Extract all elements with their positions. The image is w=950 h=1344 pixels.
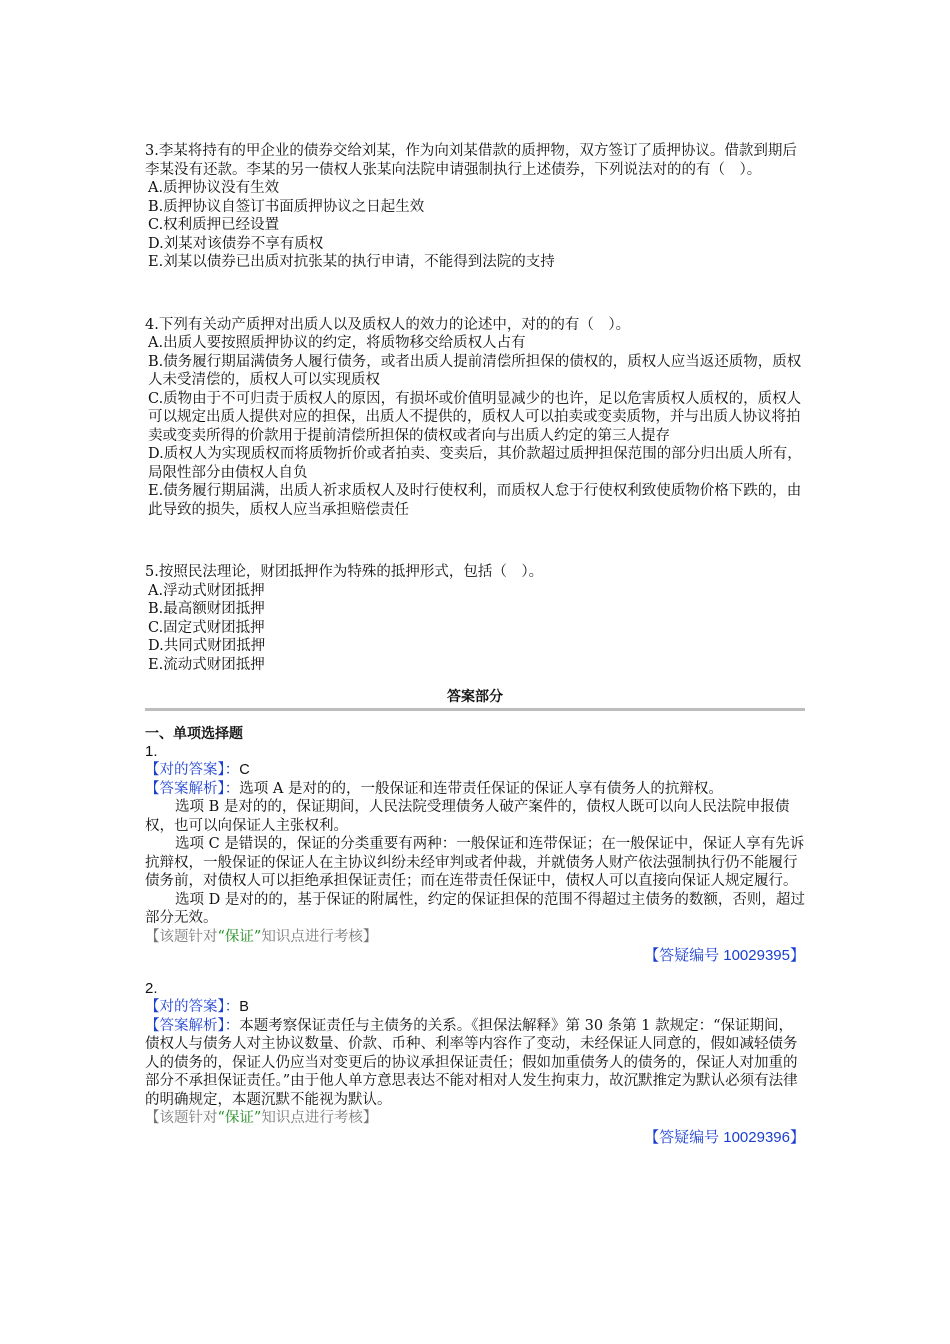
option-d: D.刘某对该债券不享有质权 [148,235,324,252]
correct-answer [145,998,805,1017]
knowledge-point-note [145,1109,805,1128]
analysis-text: 本题考察保证责任与主债务的关系。《担保法解释》第 30 条第 1 款规定：“保证期间，债权人与债务人对主协议数量、价款、币种、利率等内容作了变动，未经保证人同意的，假如减轻债务人的债务的，保证人仍应当对变更后的协议承担保证责任；假如加重债务人的债务的，保证人对加重的部分不承担保证责任。”由于他人单方意思表达不能对相对人发生拘束力，故沉默推定为默认必须有法律的明确规定，本题沉默不能视为默认。 [145,1017,798,1108]
question-stem: 3.李某将持有的甲企业的债券交给刘某，作为向刘某借款的质押物，双方签订了质押协议。借款到期后李某没有还款。李某的另一债权人张某向法院申请强制执行上述债券，下列说法对的的有（ ）。 [145,143,797,178]
option-b: B.最高额财团抵押 [148,601,265,617]
option-c: C.质物由于不可归责于质权人的原因，有损坏或价值明显减少的也许，足以危害质权人质权的，质权人可以规定出质人提供对应的担保，出质人不提供的，质权人可以拍卖或变卖质物，并与出质人协议将拍卖或变卖所得的价款用于提前清偿所担保的债权或者向与出质人约定的第三人提存 [148,390,802,444]
option-b: B.质押协议自签订书面质押协议之日起生效 [148,198,425,215]
section-heading: 一、单项选择题 [145,726,243,742]
option-e: E.流动式财团抵押 [148,656,265,673]
answers-title: 答案部分 [447,689,503,705]
correct-answer-value: C [239,762,250,778]
analysis-paragraph: 选项 C 是错误的，保证的分类重要有两种：一般保证和连带保证；在一般保证中，保证人享有先诉抗辩权，一般保证的保证人在主协议纠纷未经审判或者仲裁，并就债务人财产依法强制执行仍不能履行债务前，对债权人可以拒绝承担保证责任；而在连带责任保证中，债权人可以直接向保证人规定履行。 [145,836,805,889]
question-reference-id: 【答疑编号 10029395】 [644,947,805,964]
option-b: B.债务履行期届满债务人履行债务，或者出质人提前清偿所担保的债权的，质权人应当返还质物，质权人未受清偿的，质权人可以实现质权 [148,353,802,388]
option-c: C.权利质押已经设置 [148,217,280,233]
note-keyword: “保证” [217,1110,262,1126]
question-3 [145,142,805,272]
correct-answer-value: B [239,999,249,1015]
analysis-text: 选项 A 是对的的，一般保证和连带责任保证的保证人享有债务人的抗辩权。 [239,780,723,797]
option-a: A.出质人要按照质押协议的约定，将质物移交给质权人占有 [148,335,526,351]
correct-answer [145,761,805,780]
section-divider [145,708,805,711]
answer-analysis [145,780,805,799]
analysis-paragraph: 选项 D 是对的的，基于保证的附属性，约定的保证担保的范围不得超过主债务的数额，否则，超过部分无效。 [145,891,805,926]
note-prefix: 【该题针对 [145,928,218,945]
answer-item-2 [145,980,805,1148]
knowledge-point-note [145,928,805,947]
note-suffix: 知识点进行考核】 [261,1110,378,1126]
option-c: C.固定式财团抵押 [148,619,265,636]
question-reference-id: 【答疑编号 10029396】 [644,1128,805,1146]
question-5 [145,563,805,674]
question-stem: 5.按照民法理论，财团抵押作为特殊的抵押形式，包括（ ）。 [145,564,544,580]
option-e: E.刘某以债券已出质对抗张某的执行申请，不能得到法院的支持 [148,254,555,270]
analysis-paragraph: 选项 B 是对的的，保证期间，人民法院受理债务人破产案件的，债权人既可以向人民法院申报债权，也可以向保证人主张权利。 [145,799,790,834]
question-stem: 4.下列有关动产质押对出质人以及质权人的效力的论述中，对的的有（ ）。 [145,316,631,333]
option-a: A.质押协议没有生效 [148,180,280,196]
note-suffix: 知识点进行考核】 [261,928,378,945]
document-page [145,142,805,1148]
question-4 [145,316,805,520]
correct-answer-label: 【对的答案】： [145,762,240,778]
option-d: D.质权人为实现质权而将质物折价或者拍卖、变卖后，其价款超过质押担保范围的部分归出质人所有，局限性部分由债权人自负 [148,446,802,481]
note-keyword: “保证” [217,928,262,945]
answer-number: 1. [145,743,158,760]
answer-analysis [145,1017,805,1110]
option-a: A.浮动式财团抵押 [148,582,265,599]
option-e: E.债务履行期届满，出质人祈求质权人及时行使权利，而质权人怠于行使权利致使质物价格下跌的，由此导致的损失，质权人应当承担赔偿责任 [148,483,802,518]
note-prefix: 【该题针对 [145,1110,218,1126]
option-d: D.共同式财团抵押 [148,638,266,654]
analysis-label: 【答案解析】： [145,1017,240,1034]
correct-answer-label: 【对的答案】： [145,999,240,1015]
analysis-label: 【答案解析】： [145,780,240,797]
answer-item-1 [145,743,805,966]
answer-number: 2. [145,980,158,997]
